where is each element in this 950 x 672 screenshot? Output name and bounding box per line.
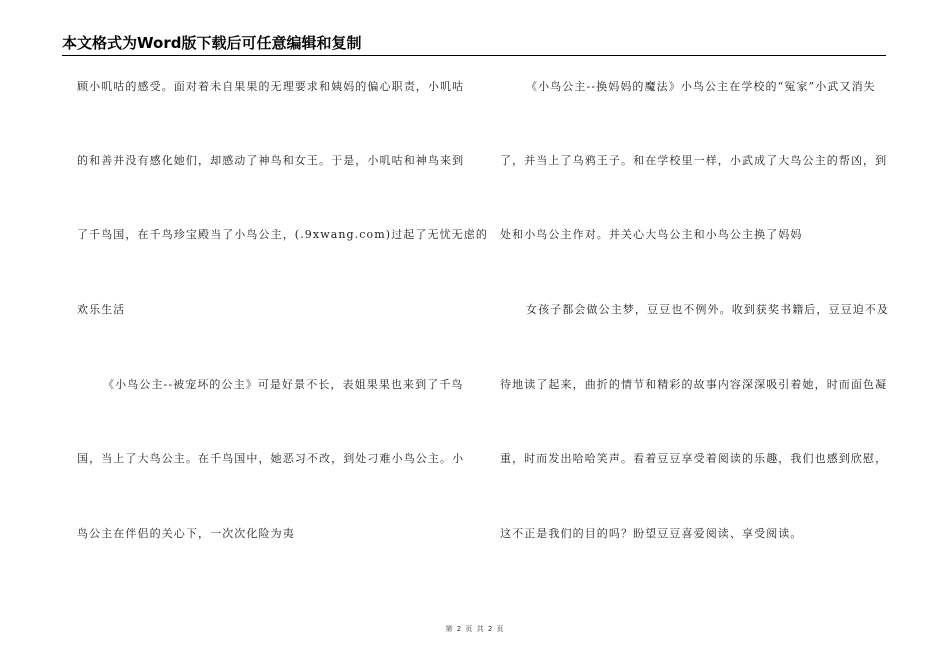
right-paragraph-line: 重，时而发出哈哈笑声。看着豆豆享受着阅读的乐趣，我们也感到欣慰， <box>500 452 888 465</box>
right-paragraph-line: 女孩子都会做公主梦，豆豆也不例外。收到获奖书籍后，豆豆迫不及 <box>526 303 889 316</box>
header-divider <box>62 55 886 56</box>
left-paragraph-line: 顾小叽咕的感受。面对着未自果果的无理要求和姨妈的偏心职责，小叽咕 <box>77 80 465 93</box>
page-header-title: 本文格式为Word版下载后可任意编辑和复制 <box>62 34 362 52</box>
left-paragraph-line: 《小鸟公主--被宠坏的公主》可是好景不长，表姐果果也来到了千鸟 <box>103 378 464 391</box>
right-paragraph-line: 了，并当上了乌鸦王子。和在学校里一样，小武成了大鸟公主的帮凶，到 <box>500 154 888 167</box>
left-paragraph-line: 的和善并没有感化她们，却感动了神鸟和女王。于是，小叽咕和神鸟来到 <box>77 154 465 167</box>
right-paragraph-line: 这不正是我们的目的吗？盼望豆豆喜爱阅读、享受阅读。 <box>500 527 803 540</box>
left-paragraph-line: 鸟公主在伴侣的关心下，一次次化险为夷 <box>77 527 295 540</box>
right-paragraph-line: 待地读了起来，曲折的情节和精彩的故事内容深深吸引着她，时而面色凝 <box>500 378 888 391</box>
left-paragraph-line: 国，当上了大鸟公主。在千鸟国中，她恶习不改，到处刁难小鸟公主。小 <box>77 452 465 465</box>
right-paragraph-line: 处和小鸟公主作对。并关心大鸟公主和小鸟公主换了妈妈 <box>500 228 803 241</box>
right-paragraph-line: 《小鸟公主--换妈妈的魔法》小鸟公主在学校的“冤家”小武又消失 <box>526 80 876 93</box>
page-number-footer: 第 2 页 共 2 页 <box>445 625 505 633</box>
left-paragraph-line: 了千鸟国，在千鸟珍宝殿当了小鸟公主，(.9xwang.com)过起了无忧无虑的 <box>77 228 488 241</box>
left-paragraph-line: 欢乐生活 <box>77 303 126 316</box>
